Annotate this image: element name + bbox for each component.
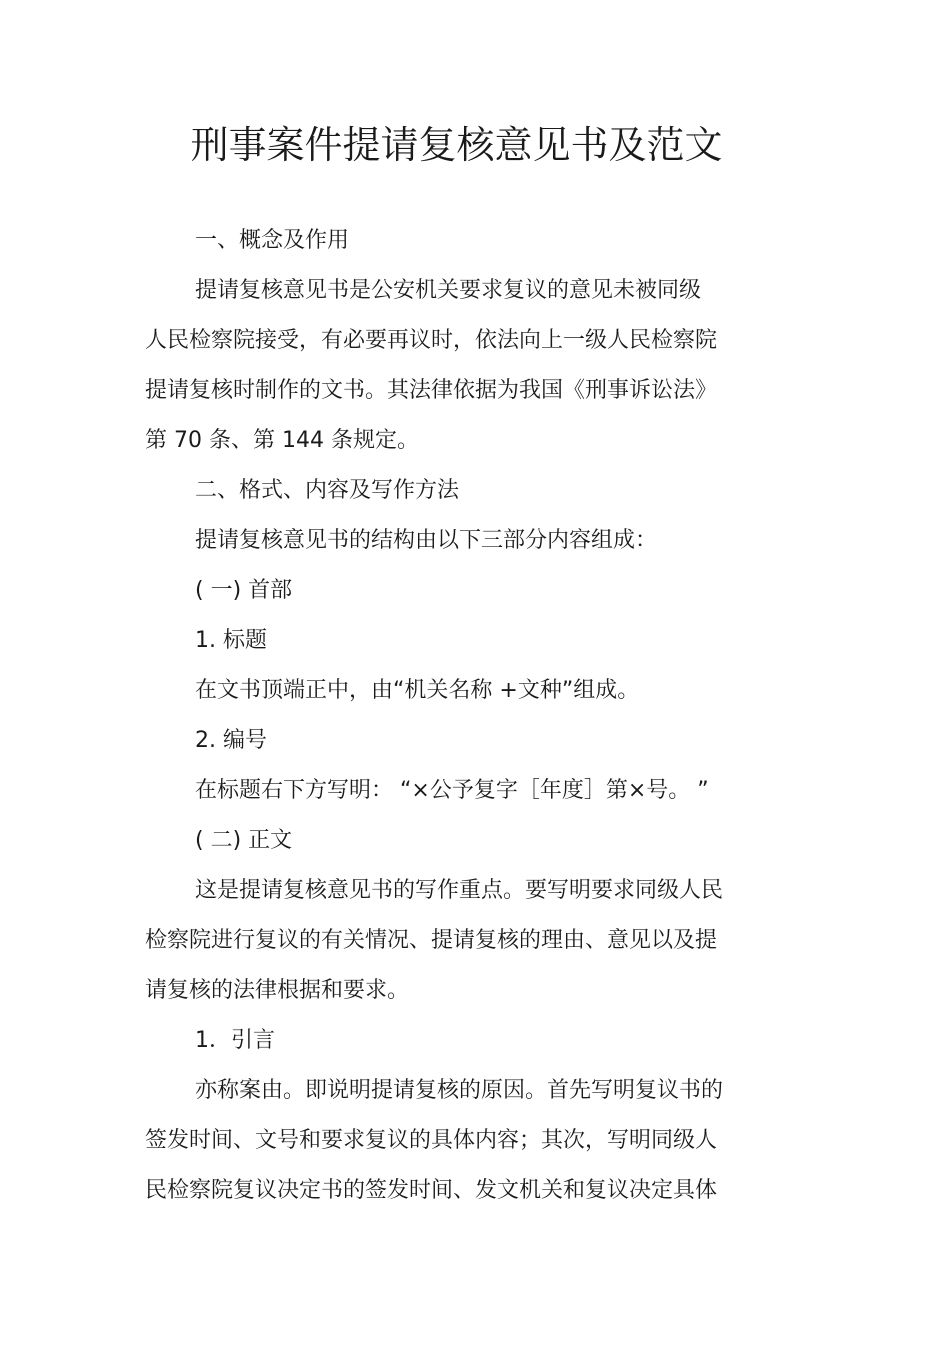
item-heading: 1．引言 xyxy=(195,1028,275,1053)
item-heading: 2. 编号 xyxy=(195,728,267,753)
paragraph-line: 提请复核时制作的文书。其法律依据为我国《刑事诉讼法》 xyxy=(145,378,718,403)
paragraph-line: 提请复核意见书是公安机关要求复议的意见未被同级 xyxy=(195,278,702,303)
paragraph-line: 请复核的法律根据和要求。 xyxy=(145,978,410,1003)
subsection-heading: ( 一) 首部 xyxy=(195,578,293,603)
section-heading: 二、格式、内容及写作方法 xyxy=(195,478,460,503)
document-title: 刑事案件提请复核意见书及范文 xyxy=(190,123,723,167)
paragraph-line: 这是提请复核意见书的写作重点。要写明要求同级人民 xyxy=(195,878,724,903)
section-heading: 一、概念及作用 xyxy=(195,228,350,253)
paragraph-line: 民检察院复议决定书的签发时间、发文机关和复议决定具体 xyxy=(145,1178,718,1203)
paragraph-line: 第 70 条、第 144 条规定。 xyxy=(145,428,419,453)
paragraph-line: 亦称案由。即说明提请复核的原因。首先写明复议书的 xyxy=(195,1078,724,1103)
paragraph-line: 签发时间、文号和要求复议的具体内容；其次，写明同级人 xyxy=(145,1128,718,1153)
paragraph-line: 人民检察院接受，有必要再议时，依法向上一级人民检察院 xyxy=(145,328,718,353)
paragraph-line: 在标题右下方写明： “×公予复字［年度］第×号。 ” xyxy=(195,778,709,803)
subsection-heading: ( 二) 正文 xyxy=(195,828,293,853)
item-heading: 1. 标题 xyxy=(195,628,267,653)
paragraph-line: 提请复核意见书的结构由以下三部分内容组成： xyxy=(195,528,658,553)
paragraph-line: 在文书顶端正中，由“机关名称 +文种”组成。 xyxy=(195,678,640,703)
paragraph-line: 检察院进行复议的有关情况、提请复核的理由、意见以及提 xyxy=(145,928,718,953)
